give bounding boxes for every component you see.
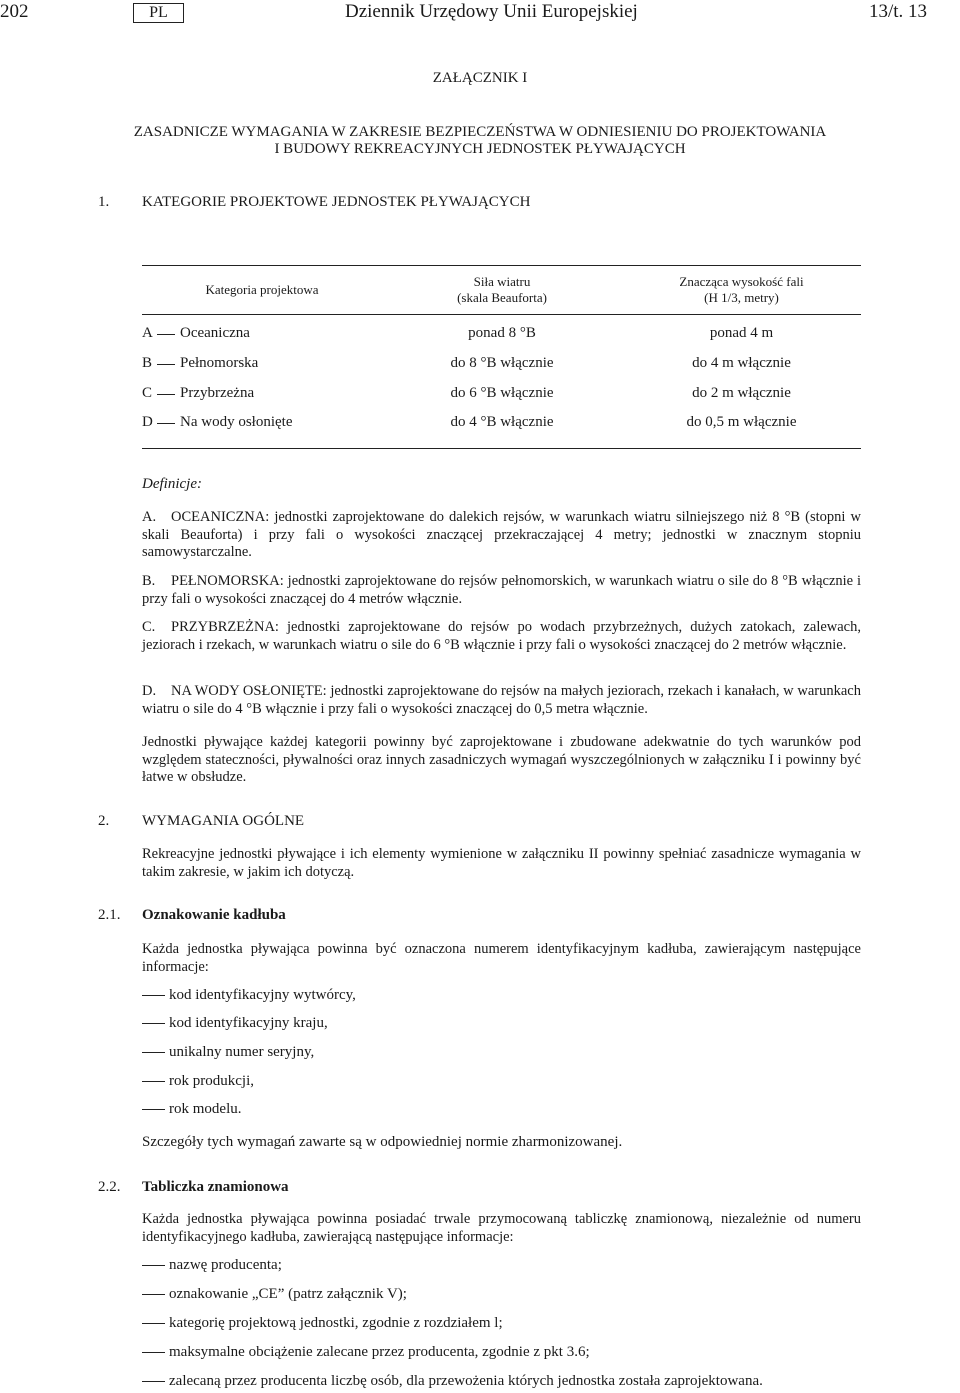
language-badge: PL [133,3,184,23]
definition-d [142,683,861,718]
section-2-number: 2. [98,813,110,829]
table-top-rule [142,265,861,266]
dash [157,423,175,424]
dash [157,394,175,395]
definition-label: A. [142,509,157,525]
dash [157,334,175,335]
definition-a [142,509,861,562]
definition-text: OCEANICZNA: jednostki zaprojektowane do dalekich rejsów, w warunkach wiatru silniejszego niż 8 °B (stopni w skali Beauforta) i przy fali o wysokości znaczącej przekraczającej 4 metry; jednostki w znacznym stopniu samowystarczalne. [142,509,861,560]
page-number: 202 [0,1,29,22]
dash [157,364,175,365]
definition-text: PRZYBRZEŻNA: jednostki zaprojektowane do rejsów po wodach przybrzeżnych, dużych zatokach, zalewach, jeziorach i rzekach, w warunkach wiatru o sile do 6 °B włącznie i przy fali o wysokości znaczącej do 2 metrów włącznie. [142,619,861,653]
row-wind: do 6 °B włącznie [450,385,554,401]
section-2-title: WYMAGANIA OGÓLNE [142,813,305,829]
row-name: Przybrzeżna [180,385,255,401]
dash [142,1265,165,1266]
table-header-category: Kategoria projektowa [205,282,319,297]
list-item: oznakowanie „CE” (patrz załącznik V); [142,1286,407,1303]
section-2-1-number: 2.1. [98,907,121,923]
journal-title: Dziennik Urzędowy Unii Europejskiej [345,1,638,22]
dash [142,1323,165,1324]
list-item: rok produkcji, [142,1073,254,1090]
section-2-1-intro: Każda jednostka pływająca powinna być oznaczona numerem identyfikacyjnym kadłuba, zawierającym następujące informacje: [142,941,861,975]
definition-label: B. [142,573,156,589]
row-letter: A [142,325,153,341]
dash [142,1294,165,1295]
table-header-wind: Siła wiatru (skala Beauforta) [457,274,547,305]
definition-text: NA WODY OSŁONIĘTE: jednostki zaprojektowane do rejsów na małych jeziorach, rzekach i kanałach, w warunkach wiatru o sile do 4 °B włącznie i przy fali o wysokości znaczącej do 0,5 metra włącznie. [142,683,861,717]
row-letter: D [142,414,153,430]
row-wind: ponad 8 °B [468,325,536,341]
table-header-rule [142,314,861,315]
row-name: Pełnomorska [180,355,259,371]
row-wave: do 0,5 m włącznie [686,414,797,430]
list-item: rok modelu. [142,1101,242,1118]
definition-label: C. [142,619,156,635]
section-2-2-title: Tabliczka znamionowa [142,1179,289,1195]
row-name: Na wody osłonięte [180,414,293,430]
row-wind: do 4 °B włącznie [450,414,554,430]
definition-c [142,619,861,654]
annex-title: ZAŁĄCZNIK I [432,70,528,86]
section-2-1-footer: Szczegóły tych wymagań zawarte są w odpowiedniej normie zharmonizowanej. [142,1134,623,1150]
main-title-line-2: I BUDOWY REKREACYJNYCH JEDNOSTEK PŁYWAJĄCYCH [274,141,686,157]
section-1-title: KATEGORIE PROJEKTOWE JEDNOSTEK PŁYWAJĄCYCH [142,194,531,210]
row-wind: do 8 °B włącznie [450,355,554,371]
list-item: zalecaną przez producenta liczbę osób, dla przewożenia których jednostka została zaprojektowana. [142,1373,763,1390]
dash [142,1381,165,1382]
stability-paragraph: Jednostki pływające każdej kategorii powinny być zaprojektowane i zbudowane adekwatnie do tych warunków pod względem stateczności, pływalności oraz innych zasadniczych wymagań wyszczególnionych w załączniku I i powinny być łatwe w obsłudze. [142,734,861,785]
row-wave: do 4 m włącznie [692,355,791,371]
issue-number: 13/t. 13 [869,1,928,22]
section-2-paragraph: Rekreacyjne jednostki pływające i ich elementy wymienione w załączniku II powinny spełniać zasadnicze wymagania w takim zakresie, w jakim ich dotyczą. [142,846,861,880]
dash [142,995,165,996]
section-2-2-intro: Każda jednostka pływająca powinna posiadać trwale przymocowaną tabliczkę znamionową, niezależnie od numeru identyfikacyjnego kadłuba, zawierającą następujące informacje: [142,1211,861,1245]
table-header-wave: Znacząca wysokość fali (H 1/3, metry) [679,274,804,305]
list-item: kategorię projektową jednostki, zgodnie z rozdziałem l; [142,1315,503,1332]
row-wave: ponad 4 m [709,325,774,341]
row-name: Oceaniczna [180,325,250,341]
dash [142,1052,165,1053]
list-item: nazwę producenta; [142,1257,282,1274]
row-letter: B [142,355,153,371]
list-item: unikalny numer seryjny, [142,1044,314,1061]
section-1-number: 1. [98,194,110,210]
main-title-line-1: ZASADNICZE WYMAGANIA W ZAKRESIE BEZPIECZEŃSTWA W ODNIESIENIU DO PROJEKTOWANIA [133,124,827,140]
dash [142,1109,165,1110]
list-item: kod identyfikacyjny wytwórcy, [142,987,356,1004]
list-item: kod identyfikacyjny kraju, [142,1015,328,1032]
dash [142,1081,165,1082]
row-letter: C [142,385,153,401]
definitions-label: Definicje: [142,476,202,492]
definition-label: D. [142,683,157,699]
definition-b [142,573,861,608]
section-2-2-number: 2.2. [98,1179,121,1195]
dash [142,1023,165,1024]
definition-text: PEŁNOMORSKA: jednostki zaprojektowane do rejsów pełnomorskich, w warunkach wiatru o sile do 8 °B włącznie i przy fali o wysokości znaczącej do 4 metrów włącznie. [142,573,861,607]
dash [142,1352,165,1353]
row-wave: do 2 m włącznie [692,385,791,401]
table-bottom-rule [142,448,861,449]
list-item: maksymalne obciążenie zalecane przez producenta, zgodnie z pkt 3.6; [142,1344,590,1361]
section-2-1-title: Oznakowanie kadłuba [142,907,286,923]
